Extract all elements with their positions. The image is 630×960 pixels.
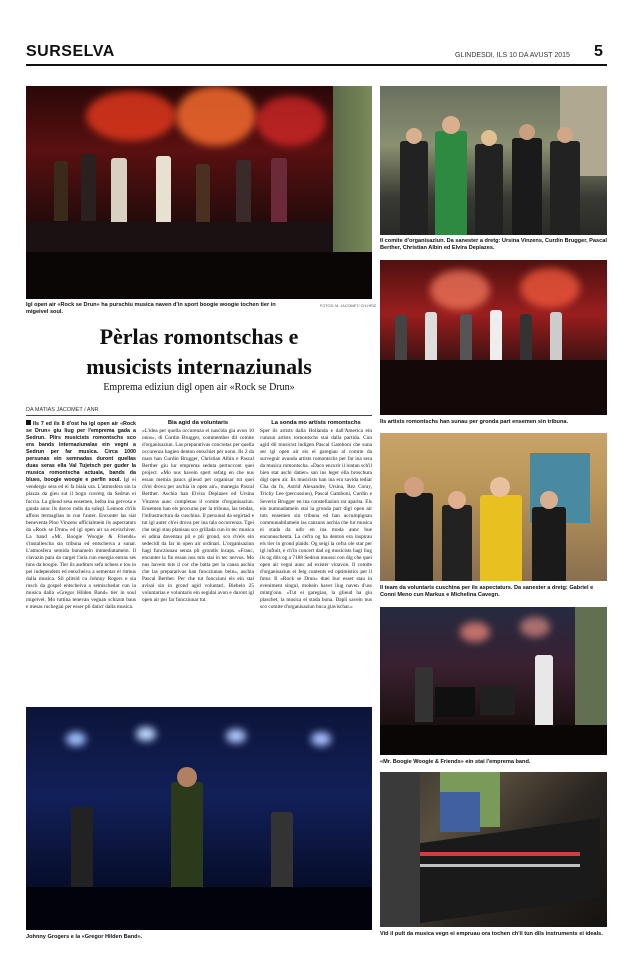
issue-date: GLINDESDI, ILS 10 DA AVUST 2015 [455,52,570,59]
caption-kitchen: Il team da voluntaris cuschina per ils aspectaturs. Da sanester a dretg: Gabriel e Conni Meno cun Markus e Michelina Cavegn. [380,585,594,598]
photo-gregor-hilden-band [26,707,372,930]
caption-romontsch: Ils artists romontschs han sunau per gronda part ensemen sin tribuna. [380,419,569,425]
photo-credit: FOTOS: M. JACOMET/ CH.HRIZ [320,304,377,308]
byline-rule [26,415,372,416]
photo-romontsch-artists [380,260,607,415]
caption-mixing-desk: Vid il pult da musica vegn ei empruau ora tochen ch'il tun dils instruments ei ideals. [380,931,603,937]
photo-boogie-woogie [380,607,607,755]
article-column-1 [26,420,136,702]
byline: DA MATIAS JACOMET / ANR [26,407,99,413]
caption-main: Igl open air «Rock se Drun» ha purschiu musica naven d'in sport boogie woogie tochen tier in migeivel soul. [26,302,276,315]
section-title: SURSELVA [26,43,115,60]
square-bullet-icon [26,420,31,425]
photo-comite [380,86,607,235]
photo-kitchen-team [380,433,607,581]
article-col1-body: Igl ei vendergis sera ed ei fa biala ura. L'atmosfera sin la plazza da gieu sut il bogn cuvretg da Sedrun ei fuccia. La glieud sesa ensemen, beiba ina gervosa e gauda aunc ils davos radis da sulegl. Lennon ch'ils affons termaglian in cun l'auter. Encunter las siat beneventa Pino Vinzens ufficialmein ils aspectaturs da «Rock se Drun» ed igl open air sa envischiver. La band «Mr. Boogie Woogie & Friends» s'installescha sin tribuna ed entscheiva a sunar. L'atmosfera semida bunamein immediatamein. Il clavazin para da carger l'aria cun energia entras ses tuns da boogie. Tier ils auditurs sefa nchess e lou in pei independent ed entscheiva a sementar el ritmus dalla musica. Sil plitsid cu Johnny Rogers e sia rusch da gospel entscheiva a semischedar cun la musica dalla «Gregor Hilden Band» tier in soul migeivel. Mo tuttina tenevan vegnan schizun baus e mesas ruchegiai per esser pli daticr dalla musica. [26,477,136,611]
caption-comite: Il comite d'organisaziun. Da sanester a dretg: Ursina Vinzens, Curdin Brugger, Pascal Berther, Christian Albin ed Elvira Deplazes. [380,238,607,251]
caption-boogie: «Mr. Boogie Woogie & Friends» ein stai l'emprema band. [380,759,531,765]
article-column-2 [142,420,254,702]
col2-subheading: Bia agid da voluntaris [167,420,229,426]
photo-main-concert [26,86,372,299]
title-line-1: Pèrlas romontschas e [99,324,299,349]
article-column-3 [260,420,372,702]
article-lead: Ils 7 ed ils 8 d'ost ha igl open air «Rock se Drun» giu liug per l'emprema gada a Sedrun. Plirs musicists romontschs sco era bands internaziunalas ein vegni a Sedrun per far musica. Circa 1000 persunas ein semnadas duront quellas duas seras ella Val Tujetsch per guder la musica romontscha actuala, bands da blues, boogie woogie e perfin soul. [26,421,136,484]
header-rule [26,64,607,66]
article-col3-body: Sper ils artists dalla Hollanda e dall'America ein cunzun artists romontschs stai dalla partida. Cun agid dil musicist indigen Pascal Gamboni che suna ser igl open air eis el garegiau al comite da survegnir avunda artists romontschs per far ina sera da musica romontscha. «Daco encurir il lontan sch'il bien stat aschi datier» san ins leger ella broschura digl open air. Ils musicists han ina era savida tediar Cha da fo, Astrid Alexandre, Ursina, Rez Coray, Trichy Lee (percussiun), Pascal Gamboni, Curdin e Severin Brugger en ina constellaziun rar aparita. Els ein numnadamein stai la gronda part digl open air tuts ensemen sin tribuna ed han accumpignau communabilamein las canzuns aschia che lur musica ei stada da udir en ina moda aunc bue encunuschenta. La cefra og ha denton era inspirau els tier in grond plaids. Og seigi la cefra ole star per igl infinit, e ch'in concert dad og musicists hagi liug ils og dils og a 7188 Sedrun muossi con dig che quei open air vegni aunc ad exister vinavon. Il comite d'organisaziun ei fetg cuntents ed optimistics per il futur. Il «Rock se Drun» duei buc esser stau in eveniment singul, mobein haver liug naven d'uss mintg'onn. «Tut ei garegiau, la glieud ha giu plaschet, la musica ei stada buna. Dapli savein nus sco comite d'organisaziun buca giavischar.» [260,428,372,611]
article-title [26,322,372,382]
article-subtitle: Emprema ediziun digl open air «Rock se Drun» [103,382,295,393]
photo-mixing-desk [380,772,607,927]
page-number: 5 [594,43,603,60]
title-line-2: musicists internaziunals [86,354,312,379]
article-col2-body: «L'idea per quella occurenza ei nascida gia avon 10 onns», di Curdin Brugger, commember dil comite d'organisaziun. Las preparativas concretas per quella occurenza hagien denton entschiet pér uonn. Ils 2 da mars han Curdin Brugger, Christian Albin e Pascal Berther giu lur emprema seduta pertuccont quei project. «Mo nus havein spert sefatg en che nus essan memia paucs glieud per organisar tut quei ch'ei drova per aschia in open air», manegia Pascal Berther. Aschia han Elvira Deplazes ed Ursina Vinzens aunc cumpletau il comite d'organisaziun. Ensemen han els procurau per la tribuna, las tendas, l'infrastructura da cuschina. Il persunal da segirtad e tut igl auter ch'ei drova per ina tala occurrenza. Tgei che seigi stau planisau sco grillada cun in tec musica ei adina daventau pli e pli grond, sco ch'els ein sedecidi da far in open air ordinari. L'organisaziun hagi funcziunau senza pli grondis incaps. «Franc, encunter la fin essan nus tuts stai in tec nervus. Mo nus havein tuts il cor che batta per la causa aschia che las preparativas han funcziunau bein», aschia Pascal Berther. Per che tut funcziuni els ein stai avisai sin in grond agid voluntari. Biebein 25 voluntarias e voluntaris ein segidai avon e duront igl open air per far funcziunar tut. [142,428,254,604]
caption-grogers: Johnny Grogers e la «Gregor Hilden Band». [26,934,143,940]
col3-subheading: La sonda mo artists romontschs [271,420,361,426]
